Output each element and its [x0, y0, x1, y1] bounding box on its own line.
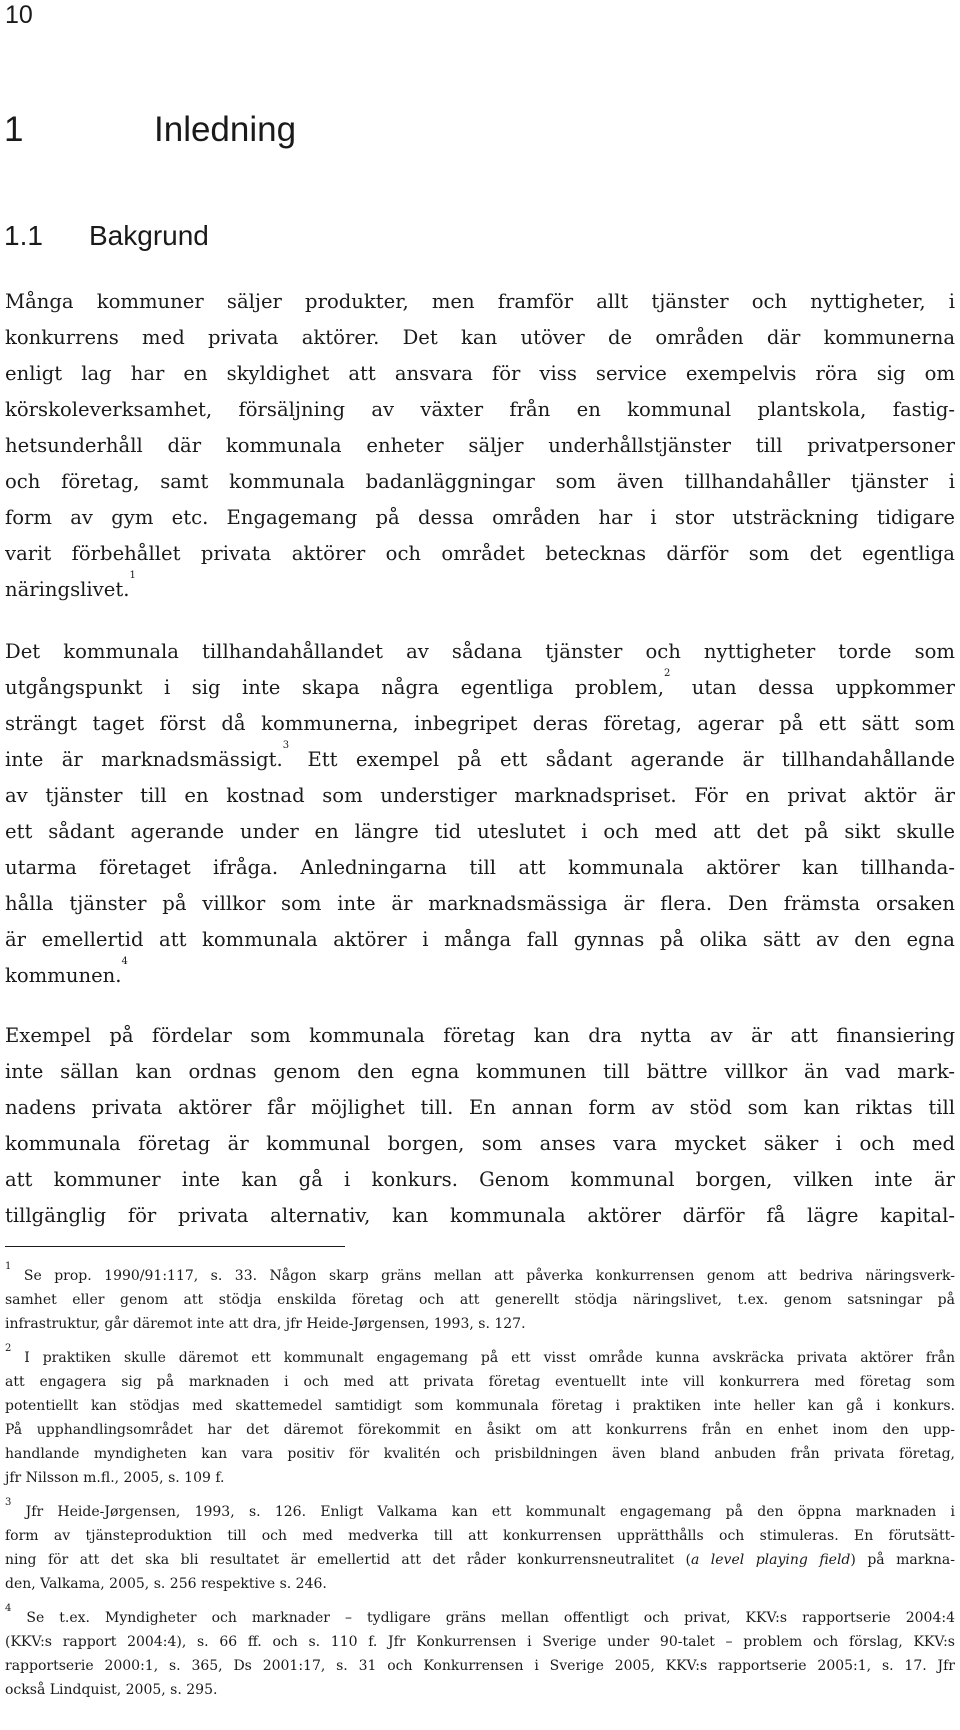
text-line: körskoleverksamhet, försäljning av växter från en kommunal plantskola, fastig-: [5, 398, 955, 421]
paragraph-2: [5, 634, 955, 994]
text-span: I praktiken skulle däremot ett kommunalt engagemang på ett visst område kunna avskräcka privata aktörer från: [11, 1350, 955, 1366]
text-span: kommunen.: [5, 964, 122, 987]
footnote-line: (KKV:s rapport 2004:4), s. 66 ff. och s. 110 f. Jfr Konkurrensen i Sverige under 90-talet – problem och förslag, KKV:s: [5, 1634, 955, 1650]
footnote-line: rapportserie 2000:1, s. 365, Ds 2001:17, s. 31 och Konkurrensen i Sverige 2005, KKV:s rapportserie 2005:1, s. 17. Jfr: [5, 1658, 955, 1674]
section-title: Bakgrund: [89, 220, 209, 251]
footnote-mark: 4: [5, 1603, 12, 1614]
text-span: utgångspunkt i sig inte skapa några egentliga problem,: [5, 676, 664, 699]
footnote-line: På upphandlingsområdet har det däremot förekommit en åsikt om att konkurrens från en enhet inom den upp-: [5, 1422, 955, 1438]
section-number: 1.1: [4, 220, 43, 251]
text-line: hetsunderhåll där kommunala enheter säljer underhållstjänster till privatpersoner: [5, 434, 955, 457]
footnote-line: [5, 1343, 955, 1370]
text-line: konkurrens med privata aktörer. Det kan utöver de områden där kommunerna: [5, 326, 955, 349]
page-number: 10: [5, 1, 33, 29]
text-line: enligt lag har en skyldighet att ansvara för viss service exempelvis röra sig om: [5, 362, 955, 385]
text-line: kommunala företag är kommunal borgen, som anses vara mycket säker i och med: [5, 1132, 955, 1155]
footnote-line: [5, 1603, 955, 1630]
text-span: inte är marknadsmässigt.: [5, 748, 283, 771]
text-line: Det kommunala tillhandahållandet av sådana tjänster och nyttigheter torde som: [5, 640, 955, 663]
text-span: ) på markna-: [850, 1552, 955, 1568]
footnote-mark: 3: [5, 1497, 12, 1508]
footnote-line: [5, 1497, 955, 1524]
text-span: Ett exempel på ett sådant agerande är tillhandahållande: [289, 748, 955, 771]
footnote-ref-3[interactable]: 3: [282, 740, 290, 751]
text-line: Exempel på fördelar som kommunala företag kan dra nytta av är att finansiering: [5, 1024, 955, 1047]
footnote-separator: [5, 1246, 345, 1247]
text-line: av tjänster till en kostnad som understiger marknadspriset. För en privat aktör är: [5, 784, 955, 807]
text-span: Jfr Heide-Jørgensen, 1993, s. 126. Enligt Valkama kan ett kommunalt engagemang på den öppna marknaden i: [11, 1504, 955, 1520]
footnote-line: handlande myndigheten kan vara positiv för kvalitén och prisbildningen även bland anbuden från privata företag,: [5, 1446, 955, 1462]
text-line: att kommuner inte kan gå i konkurs. Genom kommunal borgen, vilken inte är: [5, 1168, 955, 1191]
footnote-line: potentiellt kan stödjas med skattemedel samtidigt som kommunala företag i praktiken inte heller kan gå i konkurs.: [5, 1398, 955, 1414]
emphasis-text: a level playing field: [690, 1552, 851, 1568]
footnote-line: infrastruktur, går däremot inte att dra, jfr Heide-Jørgensen, 1993, s. 127.: [5, 1316, 526, 1332]
text-line: strängt taget först då kommunerna, inbegripet deras företag, agerar på ett sätt som: [5, 712, 955, 735]
text-span: utan dessa uppkommer: [670, 676, 955, 699]
text-span: ning för att det ska bli resultatet är emellertid att det råder konkurrensneutralitet (: [5, 1552, 691, 1568]
footnote-1: [5, 1261, 955, 1336]
paragraph-1: [5, 284, 955, 608]
footnote-line: att engagera sig på marknaden i och med att privata företag eventuellt inte vill konkurrera med företag som: [5, 1374, 955, 1390]
text-line: [5, 958, 955, 994]
section-heading: [4, 218, 209, 254]
footnote-line: [5, 1261, 955, 1288]
text-line: nadens privata aktörer får möjlighet till. En annan form av stöd som kan riktas till: [5, 1096, 955, 1119]
text-line: Många kommuner säljer produkter, men framför allt tjänster och nyttigheter, i: [5, 290, 955, 313]
text-line: är emellertid att kommunala aktörer i många fall gynnas på olika sätt av den egna: [5, 928, 955, 951]
footnote-line: jfr Nilsson m.fl., 2005, s. 109 f.: [5, 1470, 225, 1486]
footnote-mark: 1: [5, 1261, 12, 1272]
chapter-number: 1: [4, 110, 24, 149]
footnote-line: också Lindquist, 2005, s. 295.: [5, 1682, 218, 1698]
footnote-ref-1[interactable]: 1: [129, 570, 136, 581]
footnote-4: [5, 1603, 955, 1702]
footnote-2: [5, 1343, 955, 1490]
chapter-heading: [4, 108, 296, 152]
footnote-ref-4[interactable]: 4: [121, 956, 128, 967]
text-line: varit förbehållet privata aktörer och området betecknas därför som det egentliga: [5, 542, 955, 565]
text-line: hålla tjänster på villkor som inte är marknadsmässiga är flera. Den främsta orsaken: [5, 892, 955, 915]
footnote-line: form av tjänsteproduktion till och med medverka till att konkurrensen upprätthålls och stimuleras. En förutsätt-: [5, 1528, 955, 1544]
text-line: inte sällan kan ordnas genom den egna kommunen till bättre villkor än vad mark-: [5, 1060, 955, 1083]
footnote-ref-2[interactable]: 2: [663, 668, 671, 679]
text-line: tillgänglig för privata alternativ, kan kommunala aktörer därför få lägre kapital-: [5, 1204, 955, 1227]
footnote-line: den, Valkama, 2005, s. 256 respektive s. 246.: [5, 1576, 327, 1592]
text-line: [5, 572, 955, 608]
text-line: [5, 742, 955, 778]
text-line: ett sådant agerande under en längre tid uteslutet i och med att det på sikt skulle: [5, 820, 955, 843]
text-line: utarma företaget ifråga. Anledningarna till att kommunala aktörer kan tillhanda-: [5, 856, 955, 879]
footnote-mark: 2: [5, 1343, 12, 1354]
text-line: [5, 670, 955, 706]
footnote-line: samhet eller genom att stödja enskilda företag och att generellt stödja näringslivet, t.ex. genom satsningar på: [5, 1292, 955, 1308]
text-line: form av gym etc. Engagemang på dessa områden har i stor utsträckning tidigare: [5, 506, 955, 529]
footnote-line: [5, 1548, 955, 1572]
footnote-3: [5, 1497, 955, 1596]
text-span: näringslivet.: [5, 578, 130, 601]
footnotes: [5, 1261, 955, 1712]
text-span: Se prop. 1990/91:117, s. 33. Någon skarp gräns mellan att påverka konkurrensen genom att bedriva näringsverk-: [11, 1268, 955, 1284]
chapter-title: Inledning: [154, 110, 297, 149]
text-span: Se t.ex. Myndigheter och marknader – tydligare gräns mellan offentligt och privat, KKV:s rapportserie 2004:4: [11, 1610, 955, 1626]
text-line: och företag, samt kommunala badanläggningar som även tillhandahåller tjänster i: [5, 470, 955, 493]
paragraph-3: [5, 1018, 955, 1234]
